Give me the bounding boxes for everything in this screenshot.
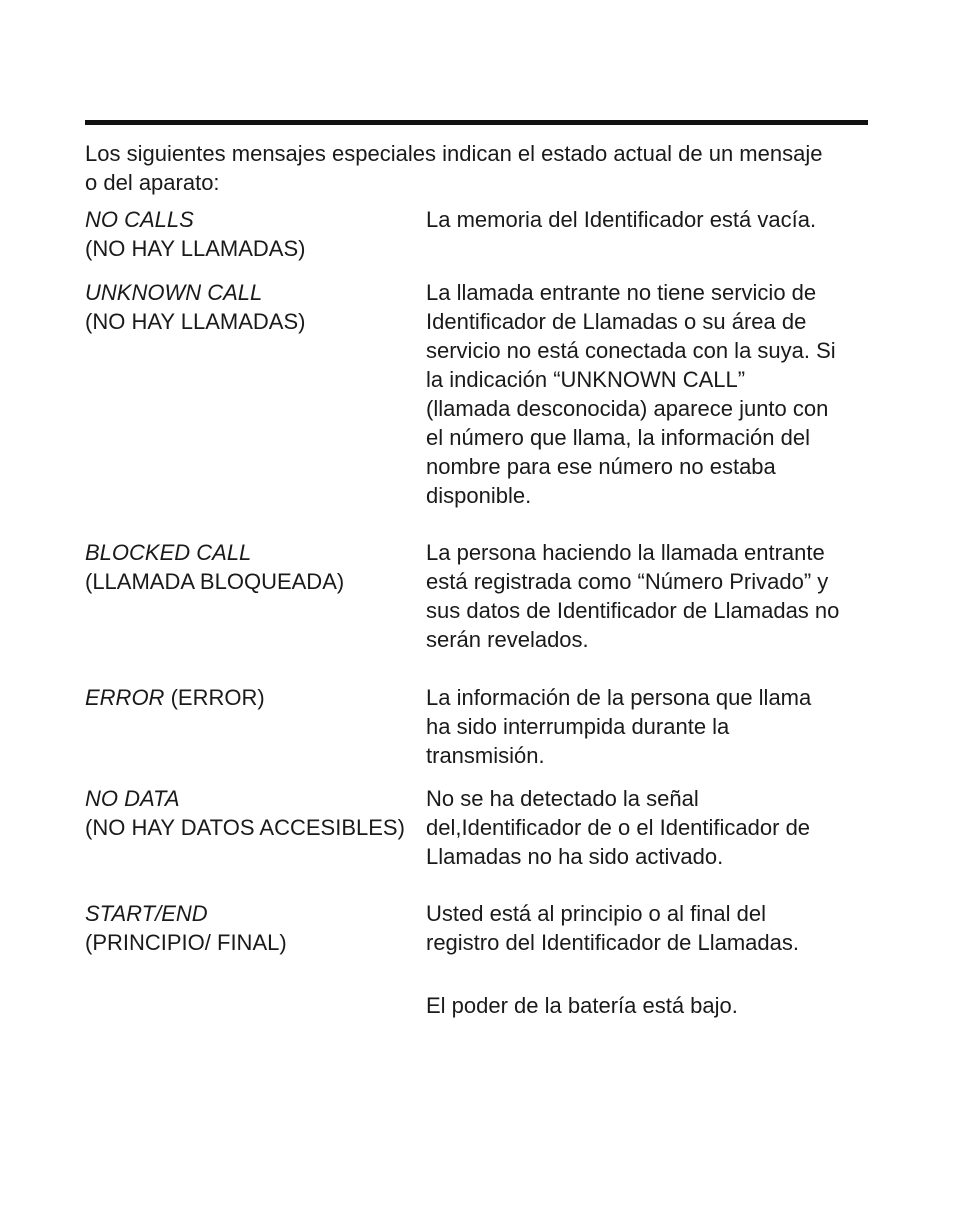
term-name: BLOCKED CALL — [85, 540, 252, 565]
desc-line: Llamadas no ha sido activado. — [426, 844, 724, 869]
term-name: NO CALLS — [85, 207, 194, 232]
term-line — [85, 683, 415, 712]
term-translation: (NO HAY DATOS ACCESIBLES) — [85, 815, 405, 840]
desc-line: registro del Identificador de Llamadas. — [426, 930, 799, 955]
term-name: START/END — [85, 901, 208, 926]
desc-line: servicio no está conectada con la suya. Si — [426, 338, 836, 363]
intro-line-1: Los siguientes mensajes especiales indican el estado actual de un mensaje — [85, 141, 823, 166]
desc-line: Usted está al principio o al final del — [426, 901, 766, 926]
entry-desc-no-data — [426, 784, 876, 871]
header-rule — [85, 120, 868, 125]
desc-line: El poder de la batería está bajo. — [426, 993, 738, 1018]
entry-term-blocked-call — [85, 538, 415, 596]
desc-line: La persona haciendo la llamada entrante — [426, 540, 825, 565]
entry-term-unknown-call — [85, 278, 415, 336]
desc-line: transmisión. — [426, 743, 545, 768]
term-translation: (NO HAY LLAMADAS) — [85, 236, 306, 261]
desc-line: ha sido interrumpida durante la — [426, 714, 730, 739]
entry-term-no-data — [85, 784, 415, 842]
entry-desc-error — [426, 683, 876, 770]
entry-desc-battery-low — [426, 991, 876, 1020]
desc-line: La información de la persona que llama — [426, 685, 812, 710]
term-translation: (ERROR) — [164, 685, 265, 710]
entry-term-no-calls — [85, 205, 415, 263]
desc-line: Identificador de Llamadas o su área de — [426, 309, 807, 334]
desc-line: está registrada como “Número Privado” y — [426, 569, 829, 594]
entry-desc-no-calls — [426, 205, 876, 234]
desc-line: La llamada entrante no tiene servicio de — [426, 280, 817, 305]
entry-desc-blocked-call — [426, 538, 876, 654]
desc-line: del,Identificador de o el Identificador de — [426, 815, 811, 840]
term-name: NO DATA — [85, 786, 180, 811]
entry-desc-start-end — [426, 899, 876, 957]
intro-paragraph — [85, 139, 875, 197]
entry-desc-unknown-call — [426, 278, 876, 510]
intro-line-2: o del aparato: — [85, 170, 220, 195]
entry-term-error — [85, 683, 415, 712]
desc-line: el número que llama, la información del — [426, 425, 810, 450]
term-translation: (LLAMADA BLOQUEADA) — [85, 569, 345, 594]
term-name: UNKNOWN CALL — [85, 280, 263, 305]
term-translation: (NO HAY LLAMADAS) — [85, 309, 306, 334]
desc-line: la indicación “UNKNOWN CALL” — [426, 367, 746, 392]
desc-line: La memoria del Identificador está vacía. — [426, 207, 817, 232]
desc-line: No se ha detectado la señal — [426, 786, 699, 811]
desc-line: sus datos de Identificador de Llamadas no — [426, 598, 840, 623]
desc-line: serán revelados. — [426, 627, 589, 652]
term-name: ERROR — [85, 685, 165, 710]
desc-line: nombre para ese número no estaba — [426, 454, 776, 479]
term-translation: (PRINCIPIO/ FINAL) — [85, 930, 287, 955]
desc-line: (llamada desconocida) aparece junto con — [426, 396, 829, 421]
entry-term-start-end — [85, 899, 415, 957]
desc-line: disponible. — [426, 483, 532, 508]
